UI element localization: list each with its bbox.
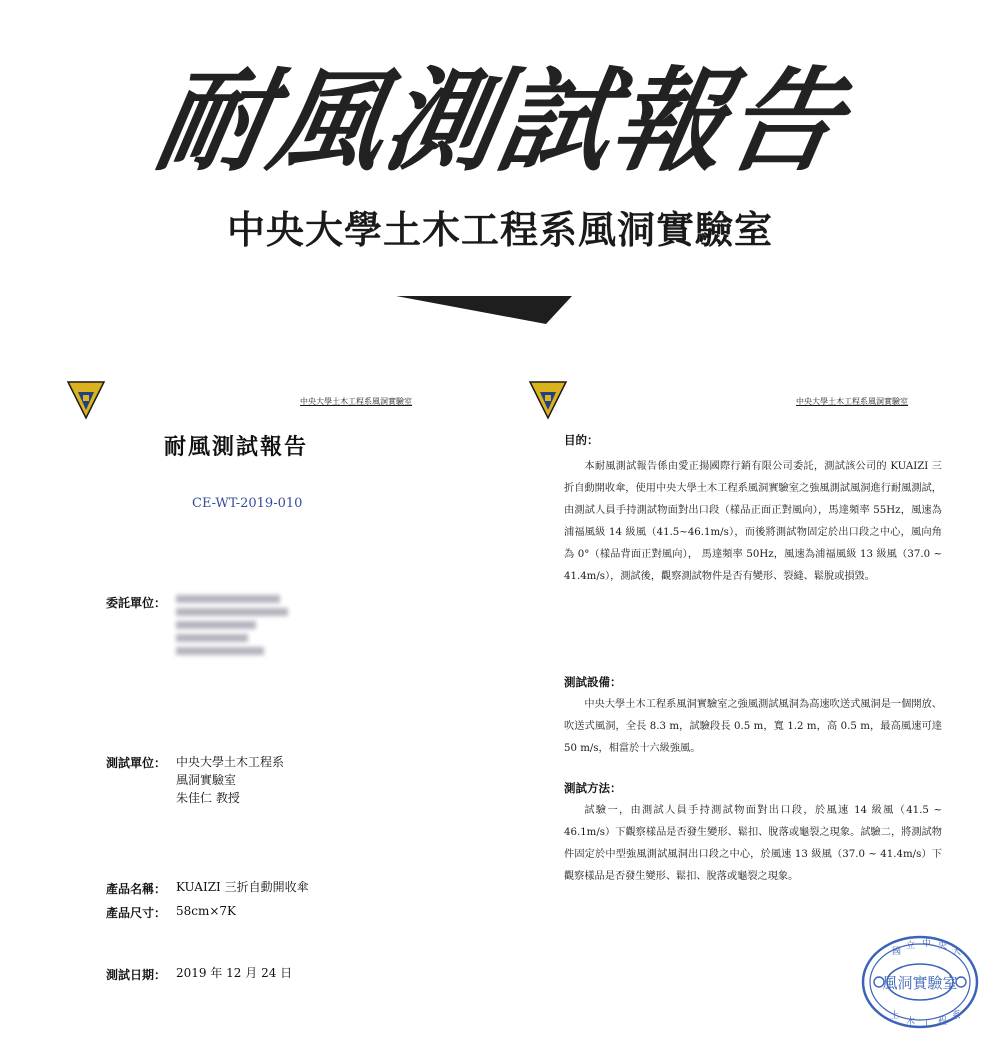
page-header: 中央大學土木工程系風洞實驗室	[300, 397, 412, 406]
university-emblem-icon	[66, 380, 106, 420]
client-value-redacted	[176, 590, 286, 660]
purpose-paragraph: 本耐風測試報告係由愛正揚國際行銷有限公司委託，測試該公司的 KUAIZI 三折自動開收傘，使用中央大學土木工程系風洞實驗室之強風測試風洞進行耐風測試，由測試人員手持測試物面對出口段（樣品正面正對風向），馬達頻率 55Hz，風速為浦福風級 14 級風（41.5~46.1m/s），而後將測試物固定於出口段之中心，風向角為 0°（樣品背面正對風向）， 馬達頻率 50Hz，風速為浦福風級 13 級風（37.0 ~ 41.4m/s），測試後，觀察測試物件是否有變形、裂縫、鬆脫或損毀。	[564, 461, 942, 582]
client-label: 委託單位：	[106, 596, 167, 610]
report-detail-page	[516, 372, 996, 1032]
university-emblem-icon	[528, 380, 568, 420]
svg-text:中: 中	[922, 939, 932, 949]
product-name-label: 產品名稱：	[106, 882, 167, 896]
equipment-paragraph: 中央大學土木工程系風洞實驗室之強風測試風洞為高速吹送式風洞是一個開放、吹送式風洞，全長 8.3 m，試驗段長 0.5 m，寬 1.2 m，高 0.5 m，最高風速可達 50 m/s，相當於十六級強風。	[564, 699, 942, 754]
svg-text:央: 央	[938, 941, 948, 951]
method-heading: 測試方法：	[564, 781, 622, 795]
tester-line: 風洞實驗室	[176, 773, 237, 787]
svg-text:土: 土	[890, 1011, 900, 1021]
method-paragraph: 試驗一，由測試人員手持測試物面對出口段，於風速 14 級風（41.5 ~ 46.1m/s）下觀察樣品是否發生變形、鬆扣、脫落或龜裂之現象。試驗二，將測試物件固定於中型強風測試風洞出口段之中心，於風速 13 級風（37.0 ~ 41.4m/s）下觀察樣品是否發生變形、鬆扣、脫落或龜裂之現象。	[564, 805, 942, 882]
tester-value	[176, 753, 284, 807]
svg-text:系: 系	[952, 1011, 962, 1021]
product-name: KUAIZI 三折自動開收傘	[176, 880, 309, 894]
svg-text:大: 大	[952, 947, 962, 957]
lab-seal-stamp	[860, 934, 980, 1030]
test-date-label: 測試日期：	[106, 968, 167, 982]
report-number: CE-WT-2019-010	[192, 496, 303, 511]
report-cover-page	[54, 372, 534, 1032]
tester-line: 中央大學土木工程系	[176, 755, 285, 769]
tester-line: 朱佳仁 教授	[176, 791, 240, 805]
banner-title: 耐風測試報告	[146, 57, 854, 187]
page-header: 中央大學土木工程系風洞實驗室	[796, 397, 908, 406]
svg-text:國: 國	[892, 947, 902, 957]
report-title: 耐風測試報告	[164, 434, 309, 460]
product-size-label: 產品尺寸：	[106, 906, 167, 920]
tester-label: 測試單位：	[106, 756, 167, 770]
product-size: 58cm×7K	[176, 904, 237, 918]
down-arrow-icon	[396, 296, 572, 324]
purpose-heading: 目的：	[564, 433, 599, 447]
banner-subtitle: 中央大學土木工程系風洞實驗室	[226, 208, 773, 252]
svg-text:木: 木	[906, 1017, 916, 1027]
svg-text:工: 工	[922, 1019, 932, 1029]
test-date: 2019 年 12 月 24 日	[176, 966, 293, 980]
seal-center-text: 風洞實驗室	[882, 974, 958, 992]
equipment-heading: 測試設備：	[564, 675, 622, 689]
svg-text:立: 立	[906, 941, 916, 951]
svg-text:程: 程	[938, 1017, 948, 1027]
